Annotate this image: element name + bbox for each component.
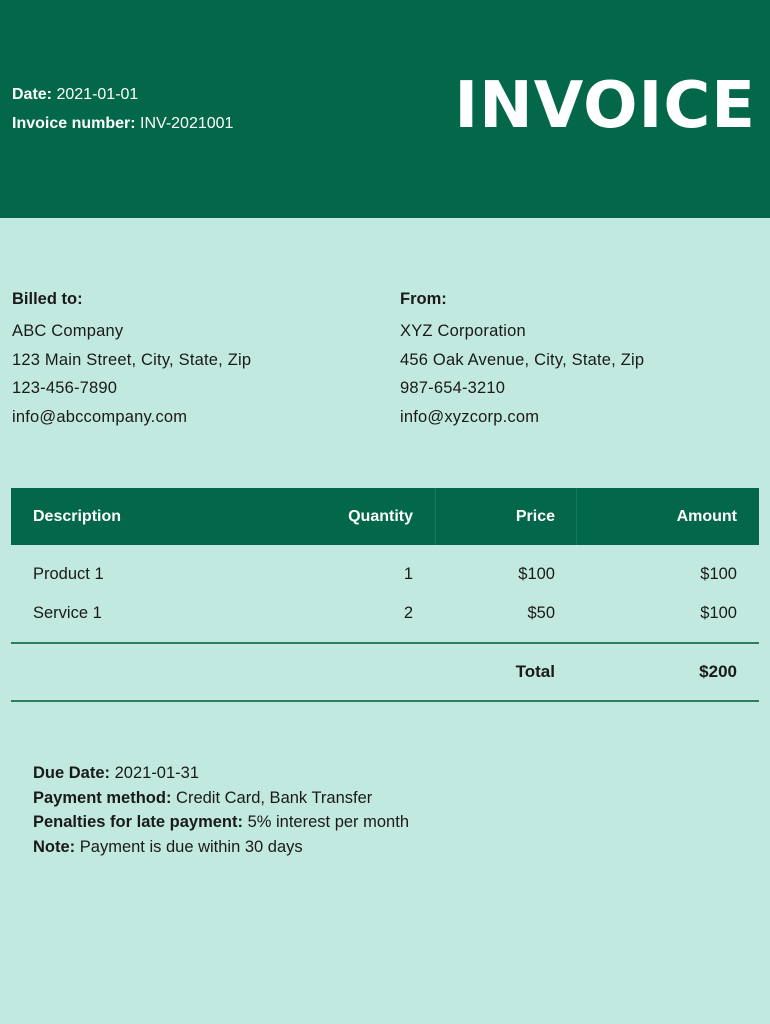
billed-to-email: info@abccompany.com [12, 407, 188, 426]
invoice-number-value: INV-2021001 [140, 115, 234, 132]
column-header-price: Price [515, 508, 555, 525]
row-quantity: 1 [403, 565, 413, 583]
row-description: Service 1 [33, 604, 102, 622]
from-heading: From: [400, 290, 447, 308]
total-value: $200 [699, 662, 737, 681]
invoice-meta [12, 84, 233, 142]
late-penalty [33, 811, 409, 836]
invoice-number-label: Invoice number: [12, 115, 136, 132]
column-header-quantity: Quantity [348, 508, 413, 525]
invoice-header [0, 0, 770, 218]
note [33, 836, 409, 861]
table-bottom-divider [11, 700, 759, 702]
row-quantity: 2 [403, 604, 413, 622]
invoice-date [12, 84, 233, 113]
items-table-header [11, 488, 759, 545]
from-block [400, 288, 644, 434]
payment-method [33, 787, 409, 812]
invoice-date-label: Date: [12, 86, 53, 103]
late-penalty-label: Penalties for late payment: [33, 813, 243, 831]
due-date-label: Due Date: [33, 764, 111, 782]
row-price: $100 [518, 565, 555, 583]
column-header-description: Description [33, 508, 122, 525]
note-label: Note: [33, 837, 76, 856]
table-row [11, 601, 759, 625]
column-divider [435, 488, 436, 545]
from-company: XYZ Corporation [400, 322, 526, 340]
row-price: $50 [527, 604, 555, 622]
due-date [33, 762, 409, 787]
total-label: Total [515, 662, 555, 681]
invoice-number [12, 113, 233, 142]
billed-to-address: 123 Main Street, City, State, Zip [12, 350, 252, 369]
note-value: Payment is due within 30 days [79, 837, 303, 856]
table-row [11, 562, 759, 586]
billed-to-company: ABC Company [12, 322, 124, 340]
row-description: Product 1 [33, 565, 104, 583]
table-divider [11, 642, 759, 644]
from-phone: 987-654-3210 [400, 379, 506, 397]
invoice-title: INVOICE [454, 69, 756, 143]
from-email: info@xyzcorp.com [400, 407, 540, 426]
invoice-date-value: 2021-01-01 [56, 86, 139, 103]
row-amount: $100 [700, 604, 737, 622]
column-header-amount: Amount [676, 508, 737, 525]
billed-to-block [12, 288, 251, 434]
payment-method-value: Credit Card, Bank Transfer [176, 788, 373, 807]
billed-to-heading: Billed to: [12, 290, 83, 308]
late-penalty-value: 5% interest per month [247, 813, 409, 831]
from-address: 456 Oak Avenue, City, State, Zip [400, 350, 645, 369]
column-divider [576, 488, 577, 545]
due-date-value: 2021-01-31 [114, 764, 200, 782]
row-amount: $100 [700, 565, 737, 583]
total-row [11, 660, 759, 684]
payment-terms [33, 762, 409, 860]
payment-method-label: Payment method: [33, 788, 172, 807]
billed-to-phone: 123-456-7890 [12, 379, 118, 397]
